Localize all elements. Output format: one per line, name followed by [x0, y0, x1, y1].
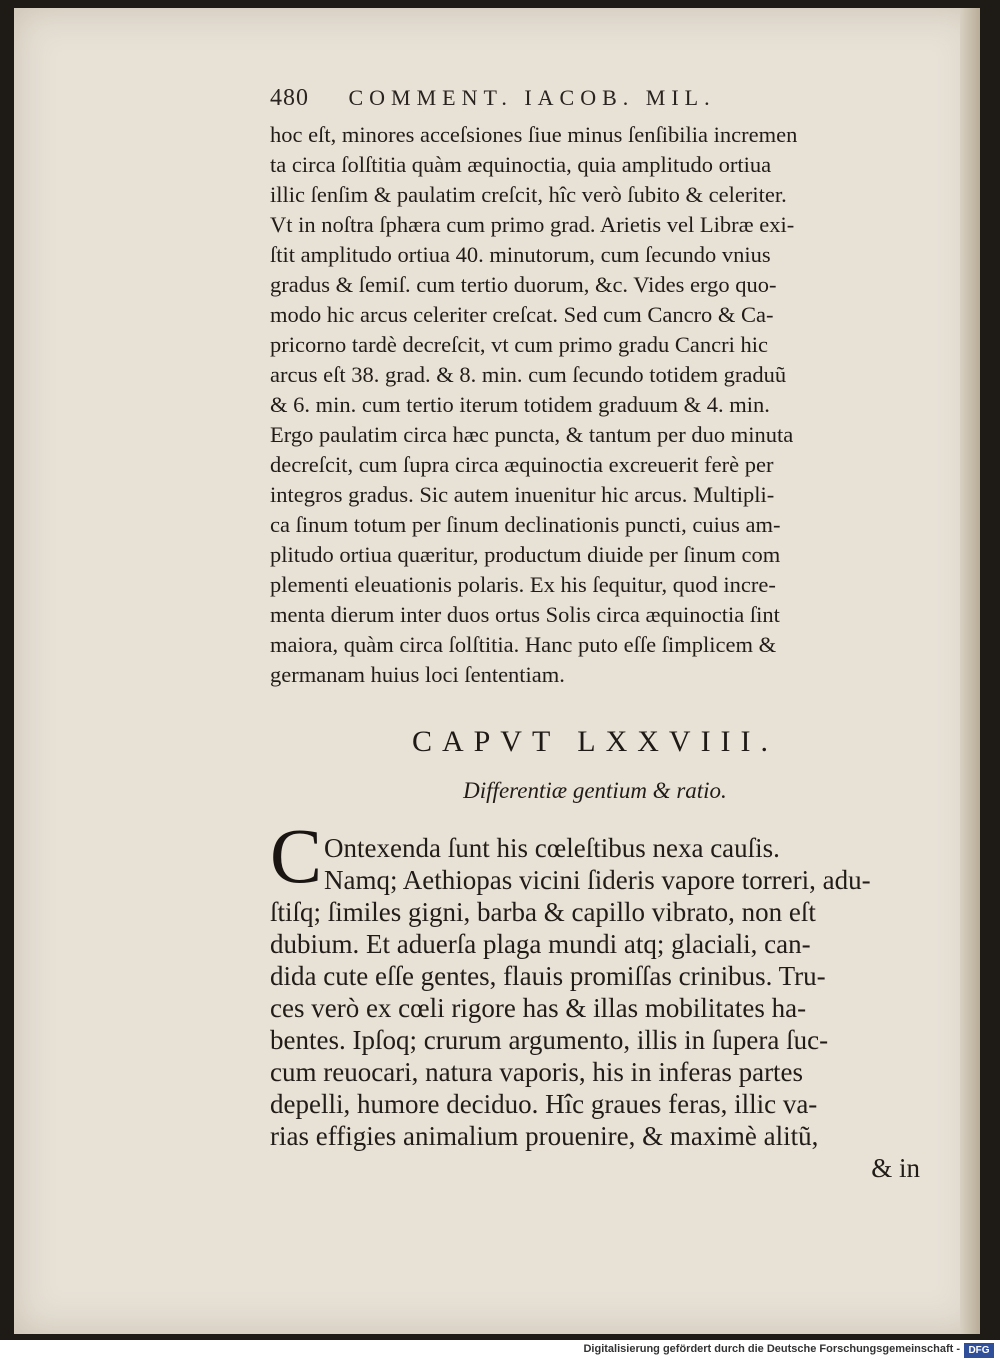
chapter-title: CAPVT LXXVIII.: [411, 725, 779, 758]
text-line: arcus eſt 38. grad. & 8. min. cum ſecundo totidem graduũ: [270, 362, 787, 387]
text-line: Ontexenda ſunt his cœleſtibus nexa cauſis.: [324, 833, 780, 863]
text-line: modo hic arcus celeriter creſcat. Sed cum Cancro & Ca-: [270, 302, 774, 327]
text-line: Ergo paulatim circa hæc puncta, & tantum per duo minuta: [270, 422, 794, 447]
page-edge: [960, 8, 980, 1334]
text-line: bentes. Ipſoq; crurum argumento, illis in ſupera ſuc-: [270, 1025, 829, 1055]
text-line: dida cute eſſe gentes, flauis promiſſas crinibus. Tru-: [270, 961, 826, 991]
text-line: cum reuocari, natura vaporis, his in inferas partes: [270, 1057, 804, 1087]
text-line: integros gradus. Sic autem inuenitur hic arcus. Multipli-: [270, 482, 775, 507]
text-line: illic ſenſim & paulatim creſcit, hîc verò ſubito & celeriter.: [270, 182, 787, 207]
text-line: dubium. Et aduerſa plaga mundi atq; glaciali, can-: [270, 929, 811, 959]
text-line: maiora, quàm circa ſolſtitia. Hanc puto eſſe ſimplicem &: [270, 632, 777, 657]
paragraph-2: [270, 812, 920, 1184]
text-line: plementi eleuationis polaris. Ex his ſequitur, quod incre-: [270, 572, 776, 597]
funding-notice: Digitalisierung gefördert durch die Deutsche Forschungsgemeinschaft -: [583, 1343, 960, 1355]
running-head: [270, 85, 830, 112]
text-line: plitudo ortiua quæritur, productum diuide per ſinum com: [270, 542, 781, 567]
text-line: pricorno tardè decreſcit, vt cum primo gradu Cancri hic: [270, 332, 768, 357]
text-line: decreſcit, cum ſupra circa æquinoctia excreuerit ferè per: [270, 452, 774, 477]
text-line: & 6. min. cum tertio iterum totidem graduum & 4. min.: [270, 392, 770, 417]
text-line: ſtit amplitudo ortiua 40. minutorum, cum ſecundo vnius: [270, 242, 771, 267]
text-line: ca ſinum totum per ſinum declinationis puncti, cuius am-: [270, 512, 781, 537]
dfg-logo[interactable]: DFG: [964, 1343, 994, 1358]
catchword: & in: [871, 1153, 920, 1183]
text-line: ces verò ex cœli rigore has & illas mobilitates ha-: [270, 993, 807, 1023]
text-line: gradus & ſemiſ. cum tertio duorum, &c. Vides ergo quo-: [270, 272, 777, 297]
text-line: hoc eſt, minores acceſsiones ſiue minus ſenſibilia incremen: [270, 122, 798, 147]
text-line: ſtiſq; ſimiles gigni, barba & capillo vibrato, non eſt: [270, 897, 816, 927]
text-line: rias effigies animalium prouenire, & maximè alitũ,: [270, 1121, 819, 1151]
paragraph-1: [270, 120, 920, 690]
running-title: COMMENT. IACOB. MIL.: [348, 85, 716, 110]
text-line: germanam huius loci ſententiam.: [270, 662, 565, 687]
text-line: Vt in noſtra ſphæra cum primo grad. Arietis vel Libræ exi-: [270, 212, 795, 237]
text-line: ta circa ſolſtitia quàm æquinoctia, quia amplitudo ortiua: [270, 152, 772, 177]
drop-cap: C: [270, 812, 323, 899]
page-number: 480: [270, 85, 309, 111]
text-line: menta dierum inter duos ortus Solis circa æquinoctia ſint: [270, 602, 780, 627]
text-line: Namq; Aethiopas vicini ſideris vapore torreri, adu-: [324, 865, 871, 895]
footer-bar: [0, 1340, 1000, 1362]
text-line: depelli, humore deciduo. Hîc graues feras, illic va-: [270, 1089, 818, 1119]
chapter-subtitle: Differentiæ gentium & ratio.: [463, 778, 727, 803]
